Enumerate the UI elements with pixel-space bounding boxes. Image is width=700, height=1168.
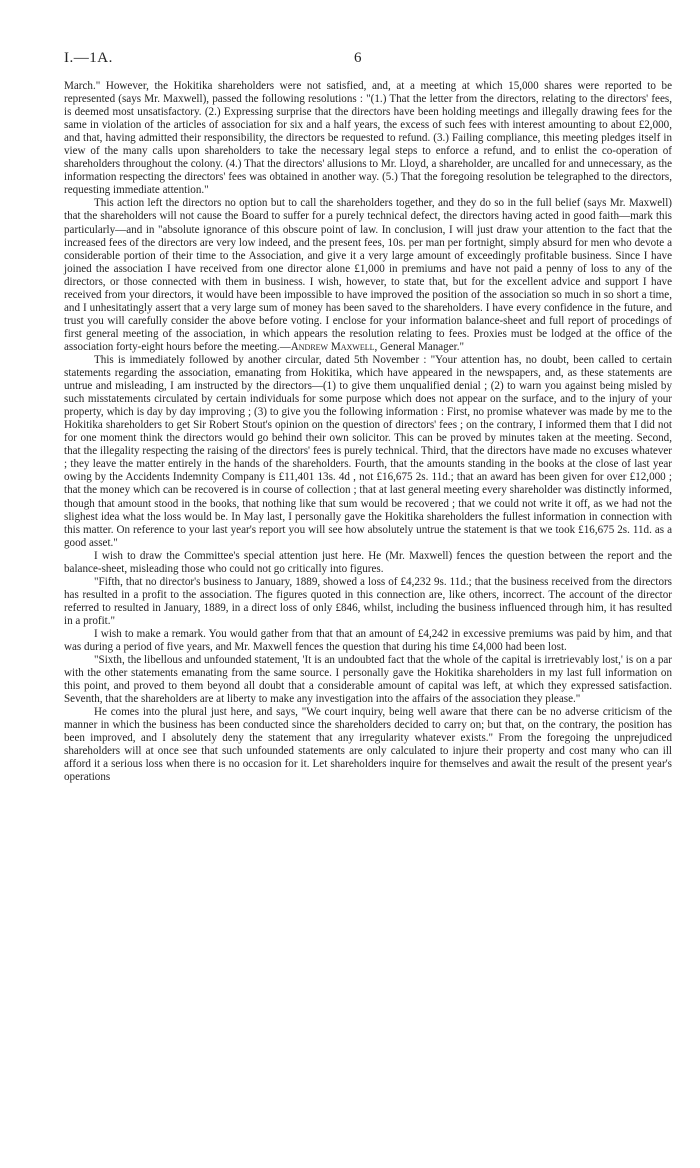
page-header	[64, 50, 670, 70]
signature-title: , General Manager."	[374, 340, 465, 353]
paragraph-6: I wish to make a remark. You would gather from that that an amount of £4,242 in excessive premiums was paid by him, and that was during a period of five years, and Mr. Maxwell fences the question that during his time £4,000 had been lost.	[64, 627, 672, 654]
page-number: 6	[354, 50, 362, 66]
parliamentary-paper-reference: I.—1A.	[64, 50, 113, 66]
paragraph-4: I wish to draw the Committee's special attention just here. He (Mr. Maxwell) fences the question between the report and the balance-sheet, misleading those who could not go critically into figures.	[64, 549, 672, 575]
paragraph-2-text: This action left the directors no option but to call the shareholders together, and they do so in the full belief (says Mr. Maxwell) that the shareholders will not cause the Board to suffer for a purely technical defect, the directors having acted in good faith—mark this particularly—and in "absolute ignorance of this obscure point of law. In conclusion, I will just draw your attention to the fact that the increased fees of the directors are very low indeed, and the present fees, 10s. per man per fortnight, simply absurd for men who devote a considerable portion of their time to the Association, and give it a very large amount of exceedingly profitable business. Since I have joined the association I have received from one director alone £1,000 in premiums and have not paid a penny of loss to any of the directors, or those connected with them in business. I wish, however, to state that, but for the excellent advice and support I have received from your directors, it would have been impossible to have improved the position of the association so much in so short a time, and I unhesitatingly assert that a very large sum of money has been saved to the shareholders. I have every confidence in the future, and trust you will carefully consider the above before voting. I enclose for your information balance-sheet and full report of procedings of first general meeting of the association, in which appears the resolution relating to fees. Proxies must be lodged at the office of the association forty-eight hours before the meeting.—	[64, 197, 672, 353]
document-body	[64, 80, 672, 785]
paragraph-8: He comes into the plural just here, and says, "We court inquiry, being well aware that there can be no adverse criticism of the manner in which the business has been conducted since the shareholders decided to carry on; but that, on the contrary, the position has been improved, and I absolutely deny the statement that any irregularity whatever exists." From the foregoing the unprejudiced shareholders will at once see that such unfounded statements are only calculated to injure their property and cost many who can ill afford it a serious loss when there is no occasion for it. Let shareholders inquire for themselves and await the result of the present year's operations	[64, 706, 672, 784]
signature-name: Andrew Maxwell	[290, 340, 375, 353]
paragraph-3: This is immediately followed by another circular, dated 5th November : "Your attention has, no doubt, been called to certain statements regarding the association, emanating from Hokitika, which have appeared in the newspapers, and, as these statements are untrue and misleading, I am instructed by the directors—(1) to give them unqualified denial ; (2) to warn you against being misled by such misstatements circulated by certain individuals for some purpose which does not appear on the surface, and to the injury of your property, which is day by day improving ; (3) to give you the following information : First, no promise whatever was made by me to the Hokitika shareholders to get Sir Robert Stout's opinion on the question of directors' fees ; on the contrary, I informed them that I did not for one moment think the directors would go behind their own solicitor. This can be proved by minutes taken at the meeting. Second, that the illegality respecting the raising of the directors' fees is purely technical. Third, that the directors have made no excuses whatever ; they leave the matter entirely in the hands of the shareholders. Fourth, that the amounts standing in the books at the close of last year owing by the Accidents Indemnity Company is £11,401 13s. 4d , not £16,675 2s. 11d.; that an award has been given for over £12,000 ; that the money which can be recovered is in course of collection ; that at last general meeting every shareholder was distinctly informed, though that amount stood in the books, that nothing like that sum would be recovered ; that we could not write it off, as we had not the slighest idea what the loss would be. In May last, I personally gave the Hokitika shareholders the fullest information in connection with this matter. On reference to your last year's report you will see how absolutely untrue the statement is that we took £16,675 2s. 11d. as a good asset."	[64, 353, 672, 549]
paragraph-7: "Sixth, the libellous and unfounded statement, 'It is an undoubted fact that the whole of the capital is irretrievably lost,' is on a par with the other statements emanating from the same source. I personally gave the Hokitika shareholders in my last full information on this point, and proved to them beyond all doubt that a considerable amount of capital was left, at which they expressed satisfaction. Seventh, that the shareholders are at liberty to make any investigation into the affairs of the association they please."	[64, 654, 672, 706]
paragraph-5: "Fifth, that no director's business to January, 1889, showed a loss of £4,232 9s. 11d.; that the business received from the directors has resulted in a profit to the association. The figures quoted in this connection are, like others, incorrect. The account of the director referred to resulted in January, 1889, in a direct loss of only £846, whilst, including the business influenced through him, it has resulted in a profit."	[64, 575, 672, 627]
paragraph-2	[64, 197, 672, 354]
paragraph-1: March." However, the Hokitika shareholders were not satisfied, and, at a meeting at which 15,000 shares were reported to be represented (says Mr. Maxwell), passed the following resolutions : "(1.) That the letter from the directors, relating to the directors' fees, is deemed most unsatisfactory. (2.) Expressing surprise that the directors have been holding meetings and illegally drawing fees for the same in violation of the articles of association for six and a half years, the excess of such fees with interest amounting to about £2,000, and that, having admitted their responsibility, the directors be requested to refund. (3.) Failing compliance, this meeting pledges itself in view of the many calls upon shareholders to take the necessary legal steps to enforce a refund, and to enlist the co-operation of shareholders throughout the colony. (4.) That the directors' allusions to Mr. Lloyd, a shareholder, are uncalled for and unnecessary, as the information respecting the directors' fees was obtained in another way. (5.) That the foregoing resolution be telegraphed to the directors, requesting immediate attention."	[64, 80, 672, 197]
